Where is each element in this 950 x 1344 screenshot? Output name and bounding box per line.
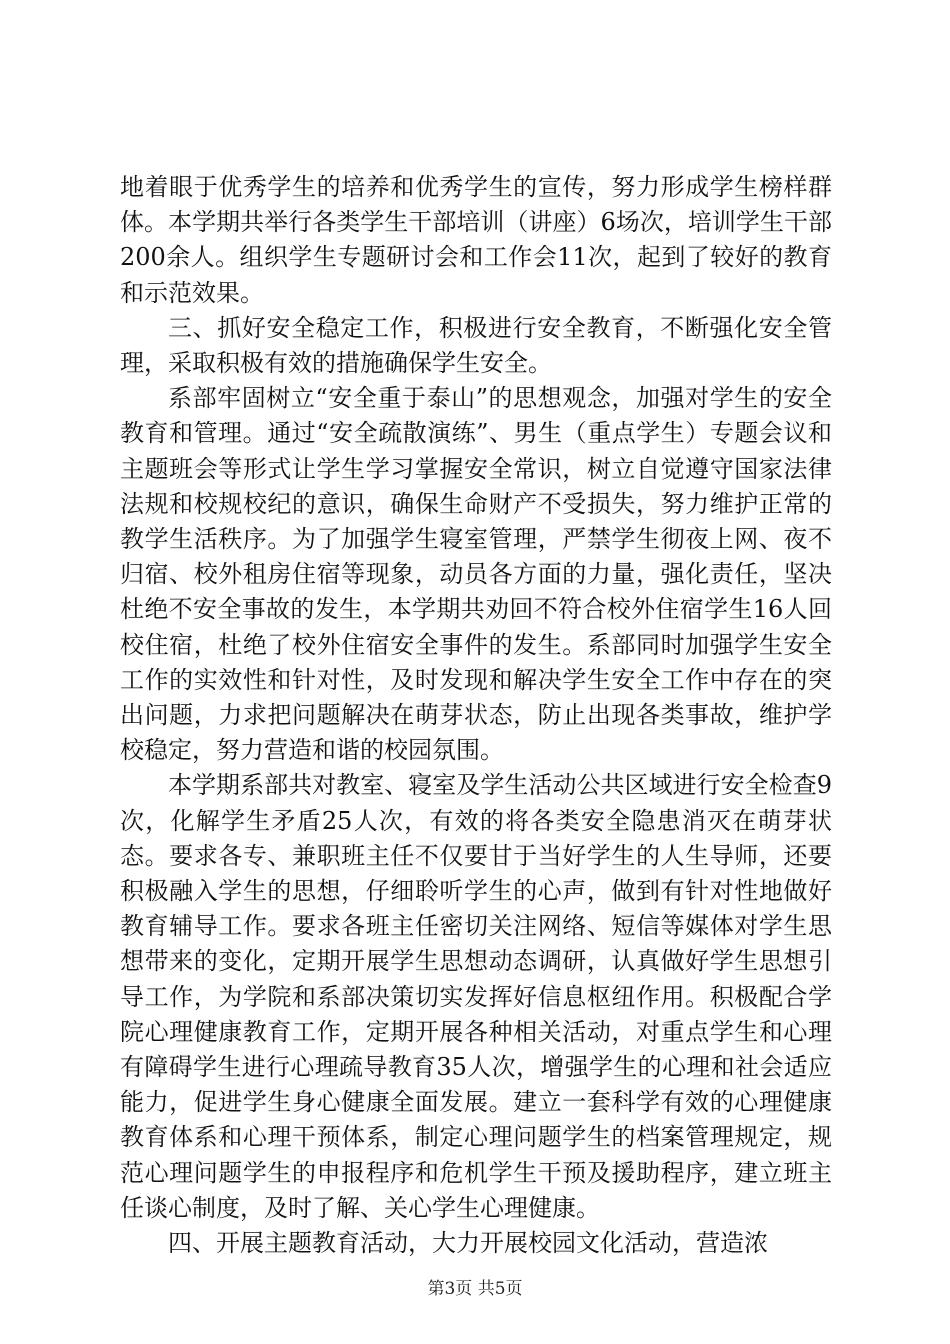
section-heading-theme-education: 四、开展主题教育活动，大力开展校园文化活动，营造浓 <box>168 1229 768 1258</box>
paragraph-safety-inspection: 本学期系部共对教室、寝室及学生活动公共区域进行安全检查9次，化解学生矛盾25人次，有效的将各类安全隐患消灭在萌芽状态。要求各专、兼职班主任不仅要甘于当好学生的人生导师，还要积极融入学生的思想，仔细聆听学生的心声，做到有针对性地做好教育辅导工作。要求各班主任密切关注网络、短信等媒体对学生思想带来的变化，定期开展学生思想动态调研，认真做好学生思想引导工作，为学院和系部决策切实发挥好信息枢纽作用。积极配合学院心理健康教育工作，定期开展各种相关活动，对重点学生和心理有障碍学生进行心理疏导教育35人次，增强学生的心理和社会适应能力，促进学生身心健康全面发展。建立一套科学有效的心理健康教育体系和心理干预体系，制定心理问题学生的档案管理规定，规范心理问题学生的申报程序和危机学生干预及援助程序，建立班主任谈心制度，及时了解、关心学生心理健康。 <box>120 771 832 1222</box>
document-body <box>120 170 832 1261</box>
paragraph-continuation: 地着眼于优秀学生的培养和优秀学生的宣传，努力形成学生榜样群体。本学期共举行各类学生干部培训（讲座）6场次，培训学生干部200余人。组织学生专题研讨会和工作会11次，起到了较好的教育和示范效果。 <box>120 173 832 307</box>
page-footer: 第3页 共5页 <box>427 1279 523 1299</box>
section-heading-safety: 三、抓好安全稳定工作，积极进行安全教育，不断强化安全管理，采取积极有效的措施确保学生安全。 <box>120 313 832 378</box>
paragraph-safety-education: 系部牢固树立“安全重于泰山”的思想观念，加强对学生的安全教育和管理。通过“安全疏散演练”、男生（重点学生）专题会议和主题班会等形式让学生学习掌握安全常识，树立自觉遵守国家法律法规和校规校纪的意识，确保生命财产不受损失，努力维护正常的教学生活秩序。为了加强学生寝室管理，严禁学生彻夜上网、夜不归宿、校外租房住宿等现象，动员各方面的力量，强化责任，坚决杜绝不安全事故的发生，本学期共劝回不符合校外住宿学生16人回校住宿，杜绝了校外住宿安全事件的发生。系部同时加强学生安全工作的实效性和针对性，及时发现和解决学生安全工作中存在的突出问题，力求把问题解决在萌芽状态，防止出现各类事故，维护学校稳定，努力营造和谐的校园氛围。 <box>120 384 832 765</box>
